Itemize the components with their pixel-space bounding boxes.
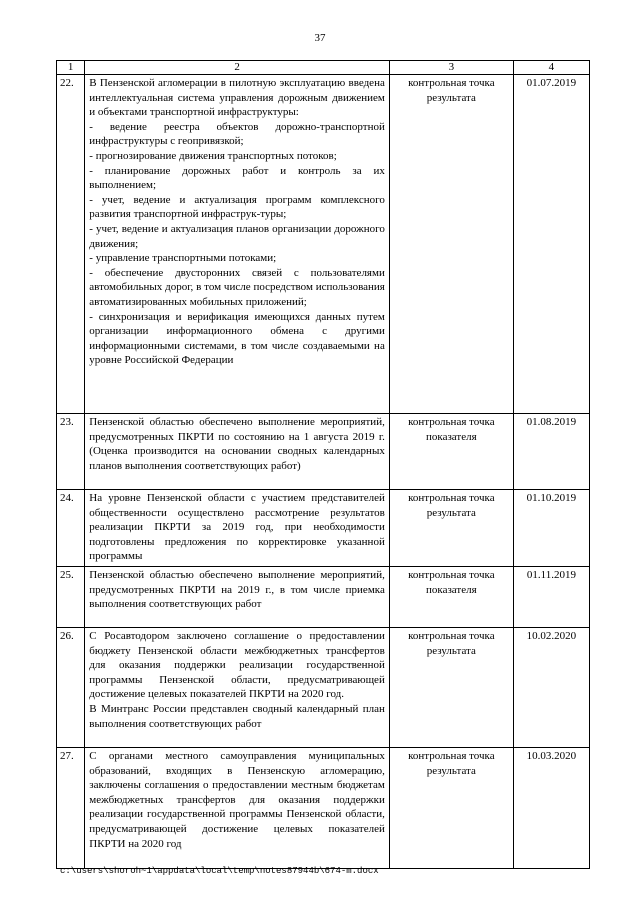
row-number: 24. bbox=[57, 490, 85, 567]
table-row bbox=[57, 566, 590, 627]
description-line: - управление транспортными потоками; bbox=[89, 252, 277, 265]
description-line: - синхронизация и верификация имеющихся данных путем организации информационного обмена с другими информационными системами, в том числе создаваемыми на уровне Российской Федерации bbox=[89, 310, 385, 367]
column-header-1: 1 bbox=[57, 61, 85, 75]
row-date: 01.10.2019 bbox=[513, 490, 589, 567]
table-header-row bbox=[57, 61, 590, 75]
description-line: - обеспечение двусторонних связей с пользователями автомобильных дорог, в том числе посредством использования автоматизированных мобильных приложений; bbox=[89, 266, 385, 308]
description-line: - ведение реестра объектов дорожно-транспортной инфраструктуры с геопривязкой; bbox=[89, 120, 385, 148]
row-description bbox=[85, 627, 390, 747]
row-date: 01.11.2019 bbox=[513, 566, 589, 627]
column-header-3: 3 bbox=[389, 61, 513, 75]
row-number: 27. bbox=[57, 747, 85, 868]
row-control-point-type: контрольная точка результата bbox=[389, 490, 513, 567]
description-line: В Пензенской агломерации в пилотную эксплуатацию введена интеллектуальная система управления дорожным движением и объектами транспортной инфраструктуры: bbox=[89, 77, 385, 119]
column-header-2: 2 bbox=[85, 61, 390, 75]
row-date: 01.07.2019 bbox=[513, 75, 589, 414]
row-date: 10.02.2020 bbox=[513, 627, 589, 747]
row-date: 10.03.2020 bbox=[513, 747, 589, 868]
description-line: - планирование дорожных работ и контроль за их выполнением; bbox=[89, 164, 385, 192]
table-row bbox=[57, 75, 590, 414]
table-row bbox=[57, 747, 590, 868]
page-number: 37 bbox=[314, 32, 326, 44]
description-line: - учет, ведение и актуализация планов организации дорожного движения; bbox=[89, 222, 385, 250]
description-line: С органами местного самоуправления муниципальных образований, входящих в Пензенскую агломерацию, заключены соглашения о предоставлении местным бюджетам межбюджетных трансфертов для оказания поддержки реализации государственной программы Пензенской области, предусматривающей достижение целевых показателей ПКРТИ на 2020 год bbox=[89, 749, 385, 850]
row-control-point-type: контрольная точка результата bbox=[389, 627, 513, 747]
row-description bbox=[85, 414, 390, 490]
row-description bbox=[85, 75, 390, 414]
plan-table bbox=[56, 60, 590, 869]
row-number: 25. bbox=[57, 566, 85, 627]
row-number: 23. bbox=[57, 414, 85, 490]
description-line: - учет, ведение и актуализация программ комплексного развития транспортной инфраструк-туры; bbox=[89, 193, 385, 221]
description-line: Пензенской областью обеспечено выполнение мероприятий, предусмотренных ПКРТИ на 2019 г., в том числе приемка выполнения соответствующих работ bbox=[89, 568, 385, 611]
description-line: Пензенской областью обеспечено выполнение мероприятий, предусмотренных ПКРТИ по состоянию на 1 августа 2019 г. (Оценка производится на основании сводных календарных планов выполнения соответствующих работ) bbox=[89, 416, 385, 472]
row-number: 22. bbox=[57, 75, 85, 414]
description-line: В Минтранс России представлен сводный календарный план выполнения соответствующих работ bbox=[89, 702, 385, 730]
row-number: 26. bbox=[57, 627, 85, 747]
row-description bbox=[85, 490, 390, 567]
row-control-point-type: контрольная точка результата bbox=[389, 75, 513, 414]
table-row bbox=[57, 490, 590, 567]
row-control-point-type: контрольная точка показателя bbox=[389, 566, 513, 627]
row-description bbox=[85, 566, 390, 627]
row-description bbox=[85, 747, 390, 868]
description-line: - прогнозирование движения транспортных потоков; bbox=[89, 149, 337, 162]
row-control-point-type: контрольная точка показателя bbox=[389, 414, 513, 490]
row-control-point-type: контрольная точка результата bbox=[389, 747, 513, 868]
table-row bbox=[57, 627, 590, 747]
column-header-4: 4 bbox=[513, 61, 589, 75]
description-line: С Росавтодором заключено соглашение о предоставлении бюджету Пензенской области межбюджетных трансфертов для оказания поддержки реализации государственной программы Пензенской области, предусматривающей достижение целевых показателей ПКРТИ на 2020 год. bbox=[89, 629, 385, 701]
table-row bbox=[57, 414, 590, 490]
description-line: На уровне Пензенской области с участием представителей общественности осуществлено рассмотрение результатов реализации ПКРТИ за 2019 год, при необходимости подготовлены предложения по корректировке указанной программы bbox=[89, 492, 385, 563]
row-date: 01.08.2019 bbox=[513, 414, 589, 490]
file-path-footer: c:\users\shoroh~1\appdata\local\temp\notes87944b\674-m.docx bbox=[60, 866, 379, 876]
